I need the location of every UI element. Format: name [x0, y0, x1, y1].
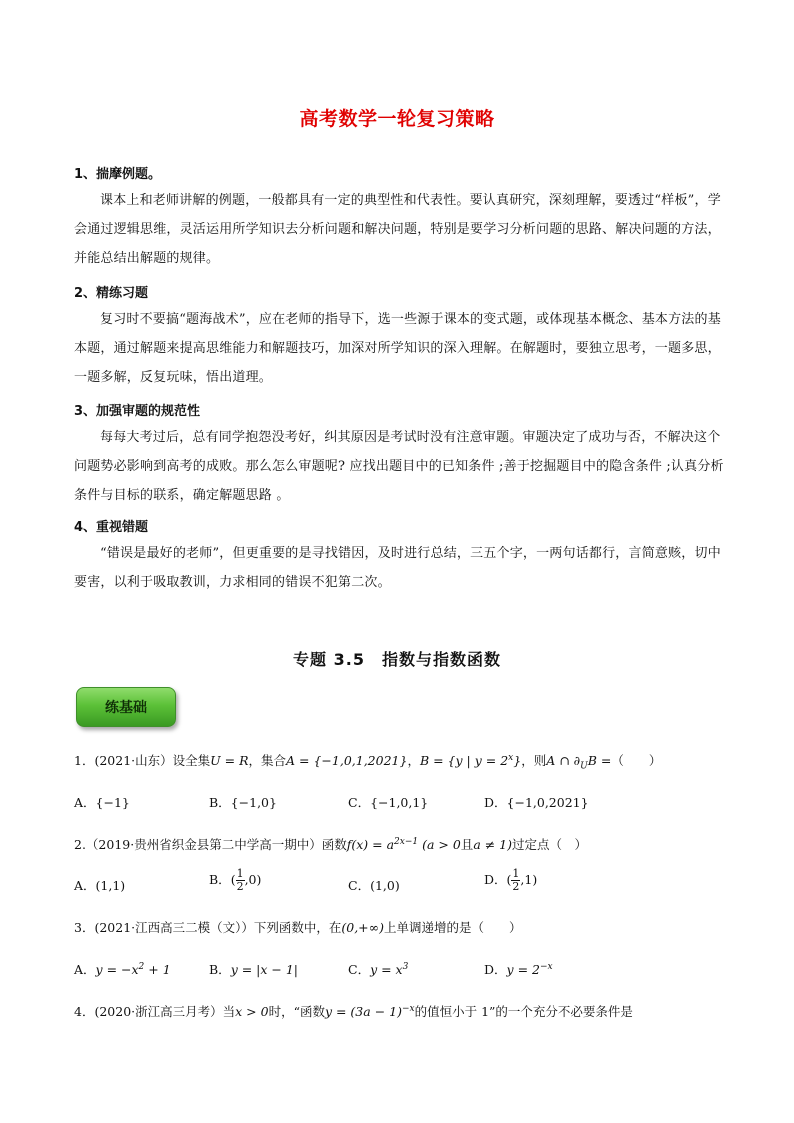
q1-option-d[interactable]: D．{−1,0,2021} — [484, 795, 589, 810]
q2-d-fraction: $\frac{1}{2}$ — [512, 867, 520, 893]
q3-option-d[interactable]: D．$y = 2^{-x}$ — [484, 961, 553, 977]
section-heading-2: 2、精练习题 — [74, 286, 149, 301]
question-1: 1．(2021·山东）设全集U = R，集合A = {−1,0,1,2021}，B = {y | $y = 2^x$}，则A ∩ $\partial_UB$ =（ ） — [74, 752, 662, 772]
q2-option-c[interactable]: C．(1,0) — [348, 878, 400, 893]
q1-option-a[interactable]: A．{−1} — [74, 795, 130, 810]
practice-basics-badge: 练基础 — [76, 687, 176, 727]
q2-b-fraction: $\frac{1}{2}$ — [236, 867, 244, 893]
topic-subtitle: 专题 3.5 指数与指数函数 — [293, 650, 501, 669]
question-2: 2.（2019·贵州省织金县第二中学高一期中）函数$f(x) = a^{2x-1}$ (a > 0且a ≠ 1)过定点（ ） — [74, 836, 588, 852]
q1-option-c[interactable]: C．{−1,0,1} — [348, 795, 429, 810]
section-text-2: 复习时不要搞“题海战术”，应在老师的指导下，选一些源于课本的变式题，或体现基本概念、基本方法的基本题，通过解题来提高思维能力和解题技巧，加深对所学知识的深入理解。在解题时，要独立思考，一题多思，一题多解，反复玩味，悟出道理。 — [74, 312, 721, 385]
section-heading-4: 4、重视错题 — [74, 520, 149, 535]
q3-option-a[interactable]: A．$y = -x^2 + 1$ — [74, 961, 171, 977]
section-heading-3: 3、加强审题的规范性 — [74, 404, 201, 419]
q2-option-b[interactable]: B．( $\frac{1}{2}$ ,0) — [209, 867, 262, 893]
q1-option-b[interactable]: B．{−1,0} — [209, 795, 277, 810]
section-heading-1: 1、揣摩例题。 — [74, 167, 162, 182]
section-text-4: “错误是最好的老师”，但更重要的是寻找错因，及时进行总结，三五个字，一两句话都行，言简意赅，切中要害，以利于吸取教训，力求相同的错误不犯第二次。 — [74, 546, 721, 590]
question-4: 4．(2020·浙江高三月考）当x > 0时，“函数$y = (3a - 1)^{-x}$的值恒小于 1”的一个充分不必要条件是 — [74, 1003, 633, 1019]
section-text-1: 课本上和老师讲解的例题，一般都具有一定的典型性和代表性。要认真研究，深刻理解，要透过“样板”，学会通过逻辑思维，灵活运用所学知识去分析问题和解决问题，特别是要学习分析问题的思路、解决问题的方法，并能总结出解题的规律。 — [74, 193, 721, 266]
question-3: 3．(2021·江西高三二模（文））下列函数中，在(0,+∞)上单调递增的是（ ） — [74, 920, 522, 935]
section-text-3: 每每大考过后，总有同学抱怨没考好，纠其原因是考试时没有注意审题。审题决定了成功与否，不解决这个问题势必影响到高考的成败。那么怎么审题呢? 应找出题目中的已知条件 ;善于挖掘题目中的隐含条件 ;认真分析条件与目标的联系，确定解题思路 。 — [74, 430, 724, 503]
q3-option-b[interactable]: B．y = |x − 1| — [209, 962, 299, 977]
q2-option-d[interactable]: D．( $\frac{1}{2}$ ,1) — [484, 867, 538, 893]
q3-option-c[interactable]: C．$y = x^3$ — [348, 961, 409, 977]
q2-option-a[interactable]: A．(1,1) — [74, 878, 126, 893]
page-title: 高考数学一轮复习策略 — [299, 108, 495, 130]
